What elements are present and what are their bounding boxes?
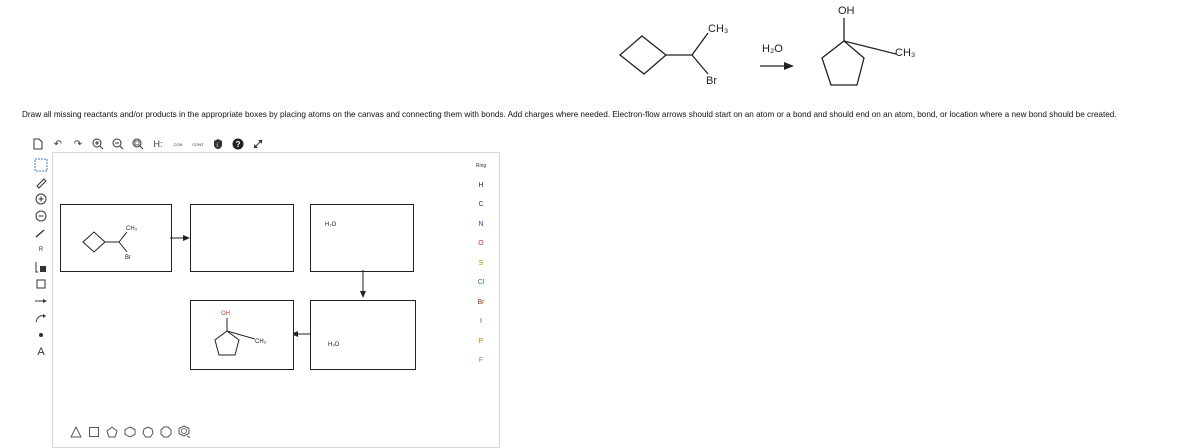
element-H[interactable]: H: [478, 181, 484, 189]
element-S[interactable]: S: [478, 259, 484, 267]
element-Cl[interactable]: Cl: [477, 279, 485, 287]
heptagon-ring-icon[interactable]: [142, 426, 154, 438]
square-ring-icon[interactable]: [88, 426, 100, 438]
intermediate-box-3[interactable]: [310, 300, 416, 370]
intermediate-box-2[interactable]: [310, 204, 414, 272]
box4-h2o-label: H₂O: [328, 342, 340, 348]
reaction-arrow-1: [170, 234, 192, 242]
left-tool-column: [30, 156, 52, 360]
single-bond-tool-icon[interactable]: [30, 224, 52, 241]
positive-charge-icon[interactable]: [30, 190, 52, 207]
hydrogen-toggle-button[interactable]: H:: [153, 139, 163, 149]
box5-oh-label: OH: [221, 311, 230, 317]
element-C[interactable]: C: [478, 201, 484, 209]
box1-br-label: Br: [125, 255, 131, 261]
redo-icon[interactable]: ↷: [73, 138, 83, 150]
element-palette: [468, 156, 494, 371]
curved-arrow-tool-icon[interactable]: [30, 309, 52, 326]
intermediate-box-1[interactable]: [190, 204, 294, 272]
svg-text:i: i: [216, 143, 218, 149]
template-palette-icon[interactable]: Ring: [475, 162, 487, 169]
text-tool-icon[interactable]: A: [37, 345, 45, 358]
electron-dot-tool-icon[interactable]: [30, 326, 52, 343]
reactant-br-label: Br: [706, 75, 717, 87]
template-tool-icon[interactable]: [30, 258, 52, 275]
negative-charge-icon[interactable]: [30, 207, 52, 224]
box1-ch3-label: CH₃: [126, 226, 138, 232]
product-ch3-label: CH₃: [895, 47, 916, 59]
reactant-structure: [61, 205, 171, 271]
cont-button-2[interactable]: CONT: [192, 141, 204, 147]
box5-ch3-label: CH₃: [255, 339, 267, 345]
reactant-box[interactable]: [60, 204, 172, 272]
element-I[interactable]: I: [480, 318, 482, 326]
reaction-arrow-tool-icon[interactable]: [30, 292, 52, 309]
element-O[interactable]: O: [478, 240, 484, 248]
element-Br[interactable]: Br: [477, 298, 485, 306]
zoom-in-icon[interactable]: [90, 137, 106, 151]
header-reaction: [600, 0, 940, 95]
eraser-icon[interactable]: [30, 173, 52, 190]
cyclopentane-ring: [822, 41, 864, 85]
element-F[interactable]: F: [478, 357, 484, 365]
zoom-out-icon[interactable]: [110, 137, 126, 151]
top-toolbar: [30, 136, 266, 152]
help-icon[interactable]: [230, 137, 246, 151]
selection-tool-icon[interactable]: [30, 156, 52, 173]
info-icon[interactable]: [210, 137, 226, 151]
new-document-icon[interactable]: [30, 137, 46, 151]
zoom-fit-icon[interactable]: [130, 137, 146, 151]
reactant-ch3-label: CH₃: [708, 23, 729, 35]
element-P[interactable]: P: [478, 337, 484, 345]
product-oh-label: OH: [838, 5, 855, 17]
octagon-ring-icon[interactable]: [160, 426, 172, 438]
benzene-ring-icon[interactable]: [178, 426, 190, 438]
undo-icon[interactable]: ↶: [53, 138, 63, 150]
box3-h2o-label: H₂O: [325, 222, 337, 228]
cont-button-1[interactable]: CON: [173, 141, 183, 147]
ring-shapes-toolbar: [70, 426, 190, 438]
reaction-arrow-2: [358, 270, 368, 300]
triangle-ring-icon[interactable]: [70, 426, 82, 438]
product-box[interactable]: [190, 300, 294, 370]
instructions-text: Draw all missing reactants and/or products in the appropriate boxes by placing atoms on the canvas and connecting them with bonds. Add charges where needed. Electron-flow arrows should start on an atom or a bond and should end on an atom, bond, or location where a new bond should be created.: [22, 110, 1117, 119]
r-group-tool-icon[interactable]: R: [38, 246, 44, 253]
product-structure: [191, 301, 293, 369]
pentagon-ring-icon[interactable]: [106, 426, 118, 438]
cyclobutane-ring: [620, 36, 666, 74]
hexagon-ring-icon[interactable]: [124, 426, 136, 438]
svg-text:?: ?: [235, 140, 241, 149]
reagent-label: H₂O: [762, 43, 783, 55]
element-N[interactable]: N: [478, 220, 484, 228]
rectangle-tool-icon[interactable]: [30, 275, 52, 292]
expand-icon[interactable]: [250, 137, 266, 151]
